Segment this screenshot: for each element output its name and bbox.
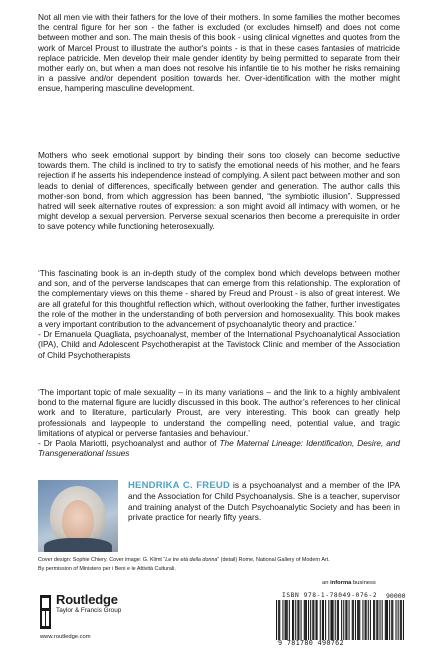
attribution-book-title: The Maternal Lineage: Identification, Desire, and Transgenerational Issues: [38, 438, 400, 459]
publisher-group: Taylor & Francis Group: [56, 607, 122, 614]
synopsis-paragraph-1: [38, 12, 400, 94]
publisher-name: Routledge: [56, 592, 118, 607]
review-quote: [38, 387, 400, 458]
author-photo: [38, 480, 118, 552]
cover-credit-line-1: Cover design: Sophie Chiery. Cover image: G. Klimt “Le tre età della donna” (detail) Rome, National Gallery of Modern Art.: [38, 557, 330, 563]
review-quote-text: ‘This fascinating book is an in-depth study of the complex bond which develops between mother and son, and of the perverse landscapes that can emerge from this relationship. The exploration of the complementary views on this theme - shared by Freud and Proust - is also of great interest. We are all grateful for this thoughtful reflection which, without overlooking the father, further investigates the role of the mother in the understanding of both perversion and homosexuality. This book makes a very important contribution to the advancement of psychoanalytic theory and practice.’: [38, 268, 400, 330]
review-attribution: [38, 438, 400, 458]
informa-tagline: an informa business: [322, 580, 376, 586]
isbn-label: ISBN 978-1-78049-076-2: [282, 592, 378, 599]
paragraph-text: Not all men vie with their fathers for the love of their mothers. In some families the mother becomes the central figure for her son - the father is excluded (or excludes himself) and does not come between mother and son. The main thesis of this book - using clinical vignettes and quotes from the work of Marcel Proust to illustrate the author's points - is that in these cases fantasies of matricide replace patricide. Men develop their male gender identity by being permitted to separate from their mother early on, but when a man does not resolve his infantile tie to his mother he risks remaining in a passive and/or dependent position towards her. Over-identification with the mother might ensue, hampering masculine development.: [38, 12, 400, 94]
artwork-title: Le tre età della donna: [165, 557, 218, 563]
attribution-prefix: - Dr Paola Mariotti, psychoanalyst and author of: [38, 438, 220, 449]
cover-credits: [38, 556, 400, 574]
review-mariotti: [38, 387, 400, 458]
author-name: HENDRIKA C. FREUD: [128, 480, 231, 491]
publisher-url: www.routledge.com: [40, 634, 91, 640]
barcode-digits: 9 781780 490762: [278, 639, 344, 647]
synopsis-paragraph-2: [38, 150, 400, 232]
publisher-footer: [0, 580, 432, 648]
price-code: 90000: [386, 592, 406, 600]
isbn-barcode: [276, 600, 404, 640]
paragraph-text: Mothers who seek emotional support by binding their sons too closely can become seductive towards them. The child is inclined to try to satisfy the emotional needs of his mother, and he fears rejection if he asserts his independence instead of complying. A silent pact between mother and son leads to denial of differences, specifically between gender and generation. The author calls this mother-son bond, from which aggression has been banned, “the symbiotic illusion”. Suppressed hatred will seek alternative routes of expression: a son might avoid all intimacy with women, or he might develop a sexual perversion. Perverse sexual scenarios then become a prerequisite in order to save potency while functioning heterosexually.: [38, 150, 400, 232]
author-bio: [128, 480, 400, 523]
routledge-logo-icon: [40, 595, 51, 629]
cover-credit-line-2: By permission of Ministero per i Beni e le Attività Culturali.: [38, 565, 176, 572]
review-quagliata: [38, 268, 400, 360]
author-bio-text: is a psychoanalyst and a member of the IPA and the Association for Child Psychoanalysis. She is a teacher, supervisor and training analyst of the Dutch Psychoanalytic Society and has been in private practice for nearly fifty years.: [128, 480, 400, 523]
author-bio-block: [38, 480, 400, 560]
review-attribution: - Dr Emanuela Quagliata, psychoanalyst, member of the International Psychoanalytical Association (IPA), Child and Adolescent Psychotherapist at the Tavistock Clinic and member of the Association of Child Psychotherapists: [38, 329, 400, 360]
review-quote: [38, 268, 400, 360]
review-quote-text: ‘The important topic of male sexuality – in its many variations – and the link to a highly ambivalent bond to the maternal figure are lucidly discussed in this book. The author’s references to her clinical work and to literature, particularly Proust, are very interesting. This book can greatly help professionals and laypeople to understand the compelling need, potential value, and tragic limitations of atypical or perverse fantasies and behaviour.’: [38, 387, 400, 438]
